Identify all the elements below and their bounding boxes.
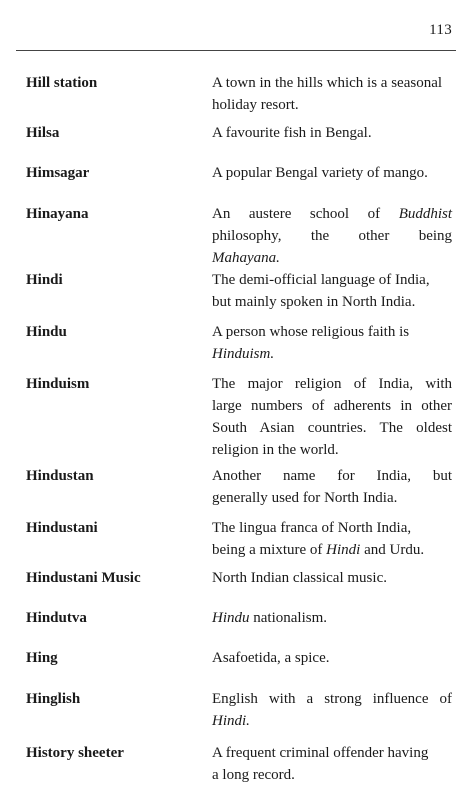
definition-line: A town in the hills which is a seasonal (212, 75, 443, 91)
glossary-term: Hill station (26, 75, 98, 91)
glossary-definition (212, 607, 452, 629)
definition-line: philosophy, the other being (212, 228, 453, 244)
glossary-definition (212, 742, 452, 786)
glossary-term: Hinduism (26, 376, 90, 392)
definition-line: A person whose religious faith is (212, 324, 410, 340)
definition-line: Asafoetida, a spice. (212, 650, 330, 666)
glossary-definition (212, 321, 452, 365)
definition-line: generally used for North India. (212, 490, 398, 506)
definition-line: being a mixture of Hindi and Urdu. (212, 542, 425, 558)
glossary-definition (212, 517, 452, 561)
definition-line: North Indian classical music. (212, 570, 387, 586)
definition-line: The lingua franca of North India, (212, 520, 412, 536)
definition-line: An austere school of Buddhist (212, 206, 453, 222)
glossary-term: Hinglish (26, 691, 81, 707)
definition-line: A favourite fish in Bengal. (212, 125, 372, 141)
definition-line: holiday resort. (212, 97, 299, 113)
glossary-term: Hindi (26, 272, 63, 288)
glossary-definition (212, 647, 452, 669)
definition-line: large numbers of adherents in other (212, 398, 453, 414)
glossary-term: Hindutva (26, 610, 87, 626)
definition-line: South Asian countries. The oldest (212, 420, 453, 436)
glossary-term: Hindustan (26, 468, 94, 484)
glossary-definition (212, 162, 452, 184)
page-number: 113 (429, 22, 452, 38)
glossary-term: Hing (26, 650, 58, 666)
definition-line: Hindi. (212, 713, 250, 729)
definition-line: Hinduism. (212, 346, 275, 362)
definition-line: A frequent criminal offender having (212, 745, 429, 761)
glossary-definition (212, 688, 452, 732)
glossary-term: Hinayana (26, 206, 89, 222)
glossary-definition (212, 203, 452, 269)
definition-line: religion in the world. (212, 442, 339, 458)
glossary-term: History sheeter (26, 745, 124, 761)
definition-line: The demi-official language of India, (212, 272, 430, 288)
glossary-definition (212, 72, 452, 116)
glossary-definition (212, 465, 452, 509)
definition-line: The major religion of India, with (212, 376, 453, 392)
definition-line: a long record. (212, 767, 295, 783)
glossary-term: Himsagar (26, 165, 90, 181)
glossary-term: Hindustani (26, 520, 98, 536)
glossary-definition (212, 373, 452, 461)
glossary-term: Hindu (26, 324, 67, 340)
glossary-definition (212, 122, 452, 144)
definition-line: Hindu nationalism. (212, 610, 327, 626)
glossary-definition (212, 567, 452, 589)
glossary-definition (212, 269, 452, 313)
definition-line: Mahayana. (212, 250, 280, 266)
glossary-term: Hindustani Music (26, 570, 141, 586)
definition-line: English with a strong influence of (212, 691, 452, 707)
definition-line: Another name for India, but (212, 468, 453, 484)
definition-line: A popular Bengal variety of mango. (212, 165, 428, 181)
definition-line: but mainly spoken in North India. (212, 294, 416, 310)
glossary-term: Hilsa (26, 125, 60, 141)
